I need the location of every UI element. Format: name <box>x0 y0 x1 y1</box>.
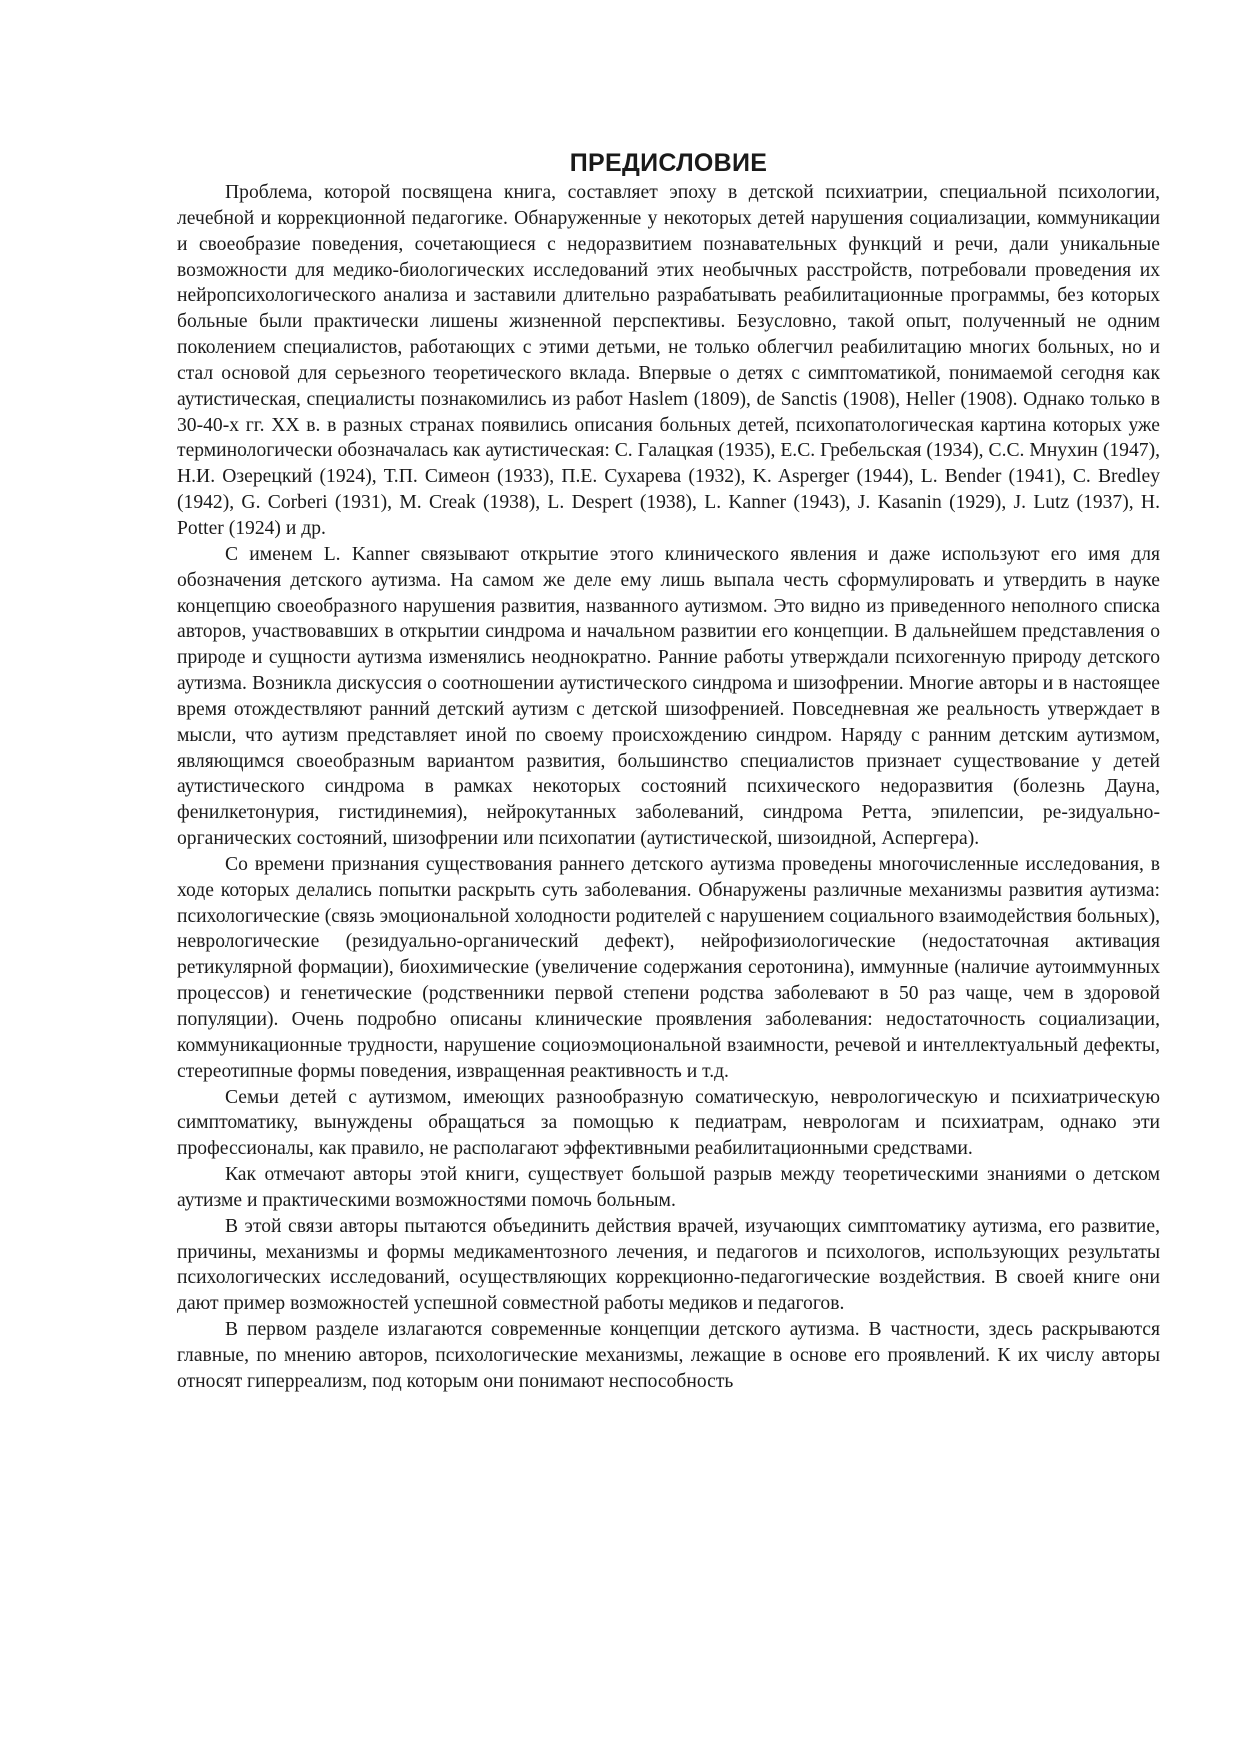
paragraph-7: В первом разделе излагаются современные концепции детского аутизма. В частности, здесь раскрываются главные, по мнению авторов, психологические механизмы, лежащие в основе его проявлений. К их числу авторы относят гиперреализм, под которым они понимают неспособность <box>177 1319 1160 1392</box>
paragraph-2: С именем L. Kanner связывают открытие этого клинического явления и даже используют его имя для обозначения детского аутизма. На самом же деле ему лишь выпала честь сформулировать и утвердить в науке концепцию своеобразного нарушения развития, названного аутизмом. Это видно из приведенного неполного списка авторов, участвовавших в открытии синдрома и начальном развитии его концепции. В дальнейшем представления о природе и сущности аутизма изменялись неоднократно. Ранние работы утверждали психогенную природу детского аутизма. Возникла дискуссия о соотношении аутистического синдрома и шизофрении. Многие авторы и в настоящее время отождествляют ранний детский аутизм с детской шизофренией. Повседневная же реальность утверждает в мысли, что аутизм представляет иной по своему происхождению синдром. Наряду с ранним детским аутизмом, являющимся своеобразным вариантом развития, большинство специалистов признает существование у детей аутистического синдрома в рамках некоторых состояний психического недоразвития (болезнь Дауна, фенилкетонурия, гистидинемия), нейрокутанных заболеваний, синдрома Ретта, эпилепсии, ре-зидуально-органических состояний, шизофрении или психопатии (аутистической, шизоидной, Аспергера). <box>177 543 1160 850</box>
page-title: ПРЕДИСЛОВИЕ <box>569 149 768 177</box>
paragraph-1: Проблема, которой посвящена книга, составляет эпоху в детской психиатрии, специальной психологии, лечебной и коррекционной педагогике. Обнаруженные у некоторых детей нарушения социализации, коммуникации и своеобразие поведения, сочетающиеся с недоразвитием познавательных функций и речи, дали уникальные возможности для медико-биологических исследований этих необычных расстройств, потребовали проведения их нейропсихологического анализа и заставили длительно разрабатывать реабилитационные программы, без которых больные были практически лишены жизненной перспективы. Безусловно, такой опыт, полученный не одним поколением специалистов, работающих с этими детьми, не только облегчил реабилитацию многих больных, но и стал основой для серьезного теоретического вклада. Впервые о детях с симптоматикой, понимаемой сегодня как аутистическая, специалисты познакомились из работ Haslem (1809), de Sanctis (1908), Heller (1908). Однако только в 30-40-х гг. XX в. в разных странах появились описания больных детей, психопатологическая картина которых уже терминологически обозначалась как аутистическая: С. Галацкая (1935), Е.С. Гребельская (1934), С.С. Мнухин (1947), Н.И. Озерецкий (1924), Т.П. Симеон (1933), П.Е. Сухарева (1932), K. Asperger (1944), L. Bender (1941), C. Bredley (1942), G. Corberi (1931), M. Creak (1938), L. Despert (1938), L. Kanner (1943), J. Kasanin (1929), J. Lutz (1937), H. Potter (1924) и др. <box>177 182 1160 539</box>
paragraph-3: Со времени признания существования раннего детского аутизма проведены многочисленные исследования, в ходе которых делались попытки раскрыть суть заболевания. Обнаружены различные механизмы развития аутизма: психологические (связь эмоциональной холодности родителей с нарушением социального взаимодействия больных), неврологические (резидуально-органический дефект), нейрофизиологические (недостаточная активация ретикулярной формации), биохимические (увеличение содержания серотонина), иммунные (наличие аутоиммунных процессов) и генетические (родственники первой степени родства заболевают в 50 раз чаще, чем в здоровой популяции). Очень подробно описаны клинические проявления заболевания: недостаточность социализации, коммуникационные трудности, нарушение социоэмоциональной взаимности, речевой и интеллектуальный дефекты, стереотипные формы поведения, извращенная реактивность и т.д. <box>177 853 1160 1082</box>
paragraph-6: В этой связи авторы пытаются объединить действия врачей, изучающих симптоматику аутизма, его развитие, причины, механизмы и формы медикаментозного лечения, и педагогов и психологов, использующих результаты психологических исследований, осуществляющих коррекционно-педагогические воздействия. В своей книге они дают пример возможностей успешной совместной работы медиков и педагогов. <box>177 1215 1160 1315</box>
paragraph-5: Как отмечают авторы этой книги, существует большой разрыв между теоретическими знаниями о детском аутизме и практическими возможностями помочь больным. <box>177 1164 1160 1211</box>
document-page <box>177 148 1160 1395</box>
paragraph-4: Семьи детей с аутизмом, имеющих разнообразную соматическую, неврологическую и психиатрическую симптоматику, вынуждены обращаться за помощью к педиатрам, неврологам и психиатрам, однако эти профессионалы, как правило, не располагают эффективными реабилитационными средствами. <box>177 1086 1160 1160</box>
